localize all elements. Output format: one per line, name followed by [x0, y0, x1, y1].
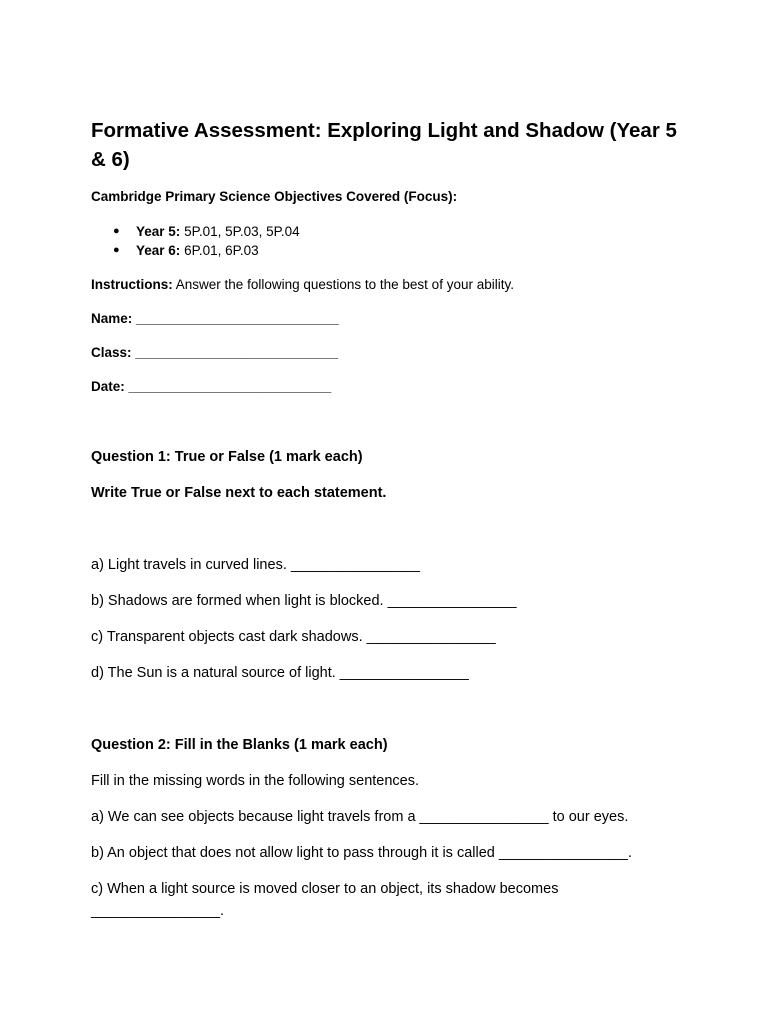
q2-item-a[interactable]: a) We can see objects because light travels from a ________________ to our eyes. [91, 809, 629, 825]
q1-item-d[interactable]: d) The Sun is a natural source of light. ________________ [91, 665, 469, 681]
objective-label: Year 6: [136, 243, 181, 258]
q2-instruction: Fill in the missing words in the following sentences. [91, 773, 420, 789]
date-field[interactable]: Date: ___________________________ [91, 379, 332, 394]
objective-year5 [91, 222, 300, 241]
q1-instruction: Write True or False next to each statement. [91, 485, 387, 501]
q1-heading: Question 1: True or False (1 mark each) [91, 449, 363, 465]
objective-value: 5P.01, 5P.03, 5P.04 [184, 224, 300, 239]
q2-item-b[interactable]: b) An object that does not allow light to pass through it is called ________________. [91, 845, 632, 861]
q2-heading: Question 2: Fill in the Blanks (1 mark each) [91, 737, 388, 753]
name-field[interactable]: Name: ___________________________ [91, 311, 339, 326]
objective-label: Year 5: [136, 224, 181, 239]
instructions-label: Instructions: [91, 277, 173, 292]
bullet-icon: ● [113, 225, 120, 237]
q2-item-c-blank[interactable]: ________________. [91, 903, 225, 919]
page-title: Formative Assessment: Exploring Light and Shadow (Year 5 & 6) [91, 119, 677, 171]
class-field[interactable]: Class: ___________________________ [91, 345, 338, 360]
instructions-text: Answer the following questions to the best of your ability. [175, 277, 514, 292]
q1-item-c[interactable]: c) Transparent objects cast dark shadows. ________________ [91, 629, 496, 645]
bullet-icon: ● [113, 244, 120, 256]
objective-value: 6P.01, 6P.03 [184, 243, 259, 258]
objective-year6 [91, 241, 300, 260]
instructions [91, 277, 514, 292]
q1-item-b[interactable]: b) Shadows are formed when light is blocked. ________________ [91, 593, 517, 609]
q1-item-a[interactable]: a) Light travels in curved lines. ________________ [91, 557, 420, 573]
objectives-heading: Cambridge Primary Science Objectives Covered (Focus): [91, 189, 458, 204]
objectives-list [91, 222, 300, 260]
q2-item-c[interactable]: c) When a light source is moved closer to an object, its shadow becomes [91, 881, 559, 897]
